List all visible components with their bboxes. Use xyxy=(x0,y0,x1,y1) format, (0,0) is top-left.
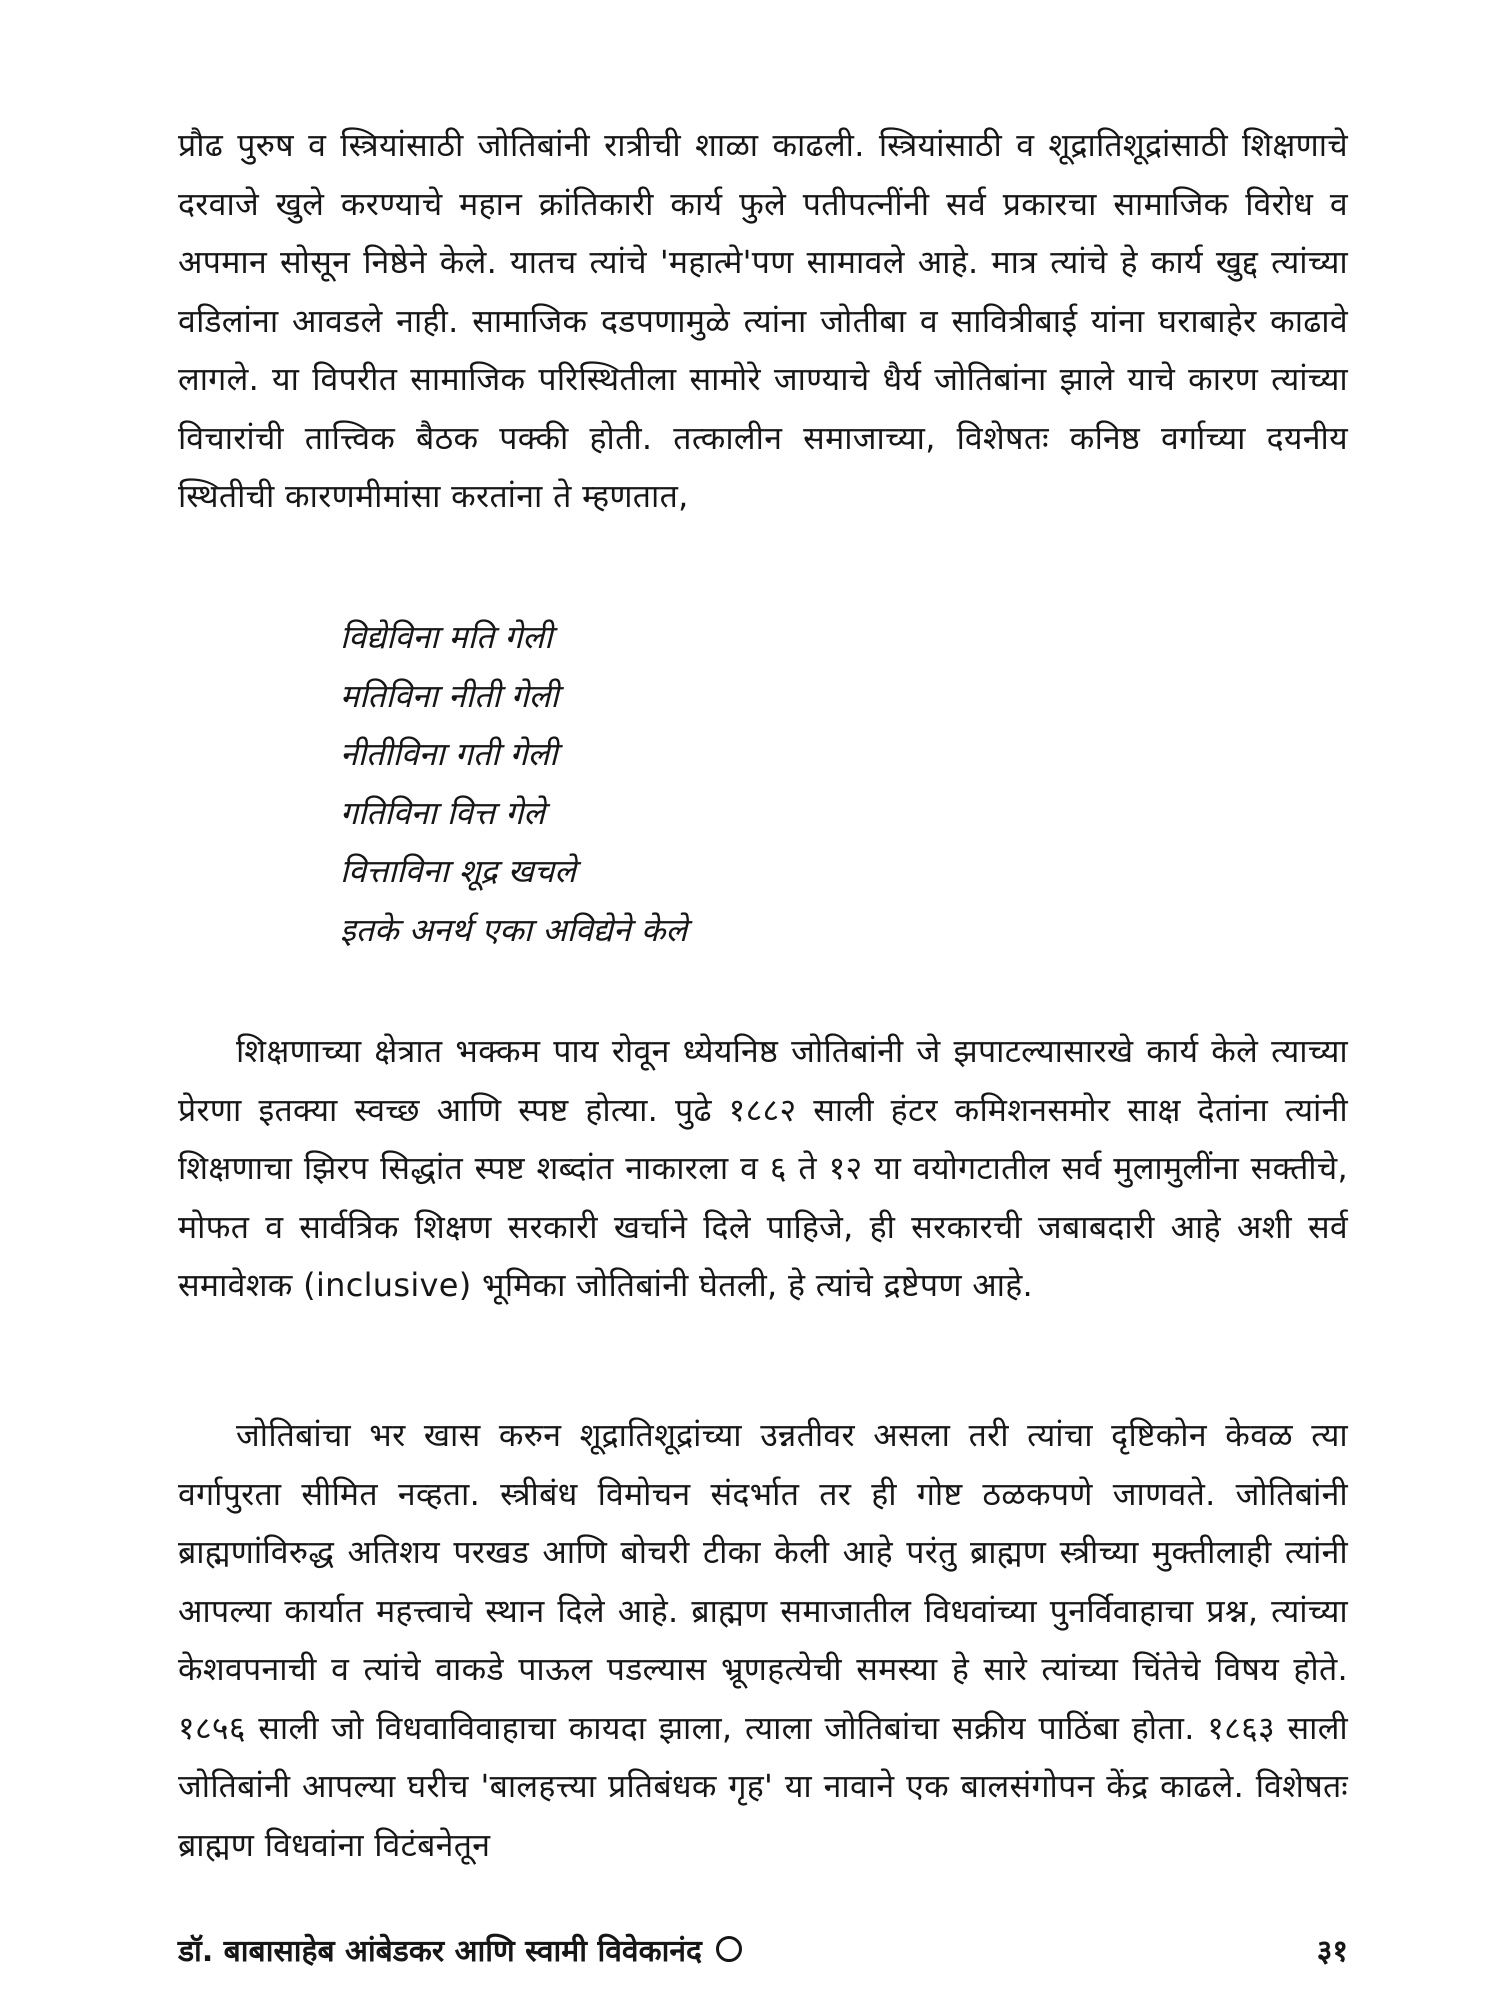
poem-line: नीतीविना गती गेली xyxy=(340,735,558,773)
page-footer xyxy=(178,1924,1348,1974)
page-number: ३१ xyxy=(1316,1933,1348,1969)
footer-title-group xyxy=(178,1929,742,1970)
paragraph-1: प्रौढ पुरुष व स्त्रियांसाठी जोतिबांनी रात्रीची शाळा काढली. स्त्रियांसाठी व शूद्रातिशूद्रांसाठी शिक्षणाचे दरवाजे खुले करण्याचे महान क्रांतिकारी कार्य फुले पतीपत्नींनी सर्व प्रकारचा सामाजिक विरोध व अपमान सोसून निष्ठेने केले. यातच त्यांचे 'महात्मे'पण सामावले आहे. मात्र त्यांचे हे कार्य खुद्द त्यांच्या वडिलांना आवडले नाही. सामाजिक दडपणामुळे त्यांना जोतीबा व सावित्रीबाई यांना घराबाहेर काढावे लागले. या विपरीत सामाजिक परिस्थितीला सामोरे जाण्याचे धैर्य जोतिबांना झाले याचे कारण त्यांच्या विचारांची तात्त्विक बैठक पक्की होती. तत्कालीन समाजाच्या, विशेषतः कनिष्ठ वर्गाच्या दयनीय स्थितीची कारणमीमांसा करतांना ते म्हणतात, xyxy=(178,126,1348,515)
paragraph-3: जोतिबांचा भर खास करुन शूद्रातिशूद्रांच्या उन्नतीवर असला तरी त्यांचा दृष्टिकोन केवळ त्या वर्गापुरता सीमित नव्हता. स्त्रीबंध विमोचन संदर्भात तर ही गोष्ट ठळकपणे जाणवते. जोतिबांनी ब्राह्मणांविरुद्ध अतिशय परखड आणि बोचरी टीका केली आहे परंतु ब्राह्मण स्त्रीच्या मुक्तीलाही त्यांनी आपल्या कार्यात महत्त्वाचे स्थान दिले आहे. ब्राह्मण समाजातील विधवांच्या पुनर्विवाहाचा प्रश्न, त्यांच्या केशवपनाची व त्यांचे वाकडे पाऊल पडल्यास भ्रूणहत्येची समस्या हे सारे त्यांच्या चिंतेचे विषय होते. १८५६ साली जो विधवाविवाहाचा कायदा झाला, त्याला जोतिबांचा सक्रीय पाठिंबा होता. १८६३ साली जोतिबांनी आपल्या घरीच 'बालहत्त्या प्रतिबंधक गृह' या नावाने एक बालसंगोपन केंद्र काढले. विशेषतः ब्राह्मण विधवांना विटंबनेतून xyxy=(178,1416,1348,1864)
poem-line: मतिविना नीती गेली xyxy=(340,676,559,715)
poem-line: विद्येविना मति गेली xyxy=(340,618,553,656)
circle-ornament-icon xyxy=(716,1936,742,1962)
poem-line: इतके अनर्थ एका अविद्येने केले xyxy=(340,910,688,949)
paragraph-2: शिक्षणाच्या क्षेत्रात भक्कम पाय रोवून ध्येयनिष्ठ जोतिबांनी जे झपाटल्यासारखे कार्य केले त्याच्या प्रेरणा इतक्या स्वच्छ आणि स्पष्ट होत्या. पुढे १८८२ साली हंटर कमिशनसमोर साक्ष देतांना त्यांनी शिक्षणाचा झिरप सिद्धांत स्पष्ट शब्दांत नाकारला व ६ ते १२ या वयोगटातील सर्व मुलामुलींना सक्तीचे, मोफत व सार्वत्रिक शिक्षण सरकारी खर्चाने दिले पाहिजे, ही सरकारची जबाबदारी आहे अशी सर्व समावेशक (inclusive) भूमिका जोतिबांनी घेतली, हे त्यांचे द्रष्टेपण आहे. xyxy=(178,1032,1348,1304)
poem-line: वित्ताविना शूद्र खचले xyxy=(340,852,576,890)
poem-verse xyxy=(340,608,1040,959)
running-title: डॉ. बाबासाहेब आंबेडकर आणि स्वामी विवेकानंद xyxy=(178,1933,702,1969)
poem-line: गतिविना वित्त गेले xyxy=(340,793,545,832)
